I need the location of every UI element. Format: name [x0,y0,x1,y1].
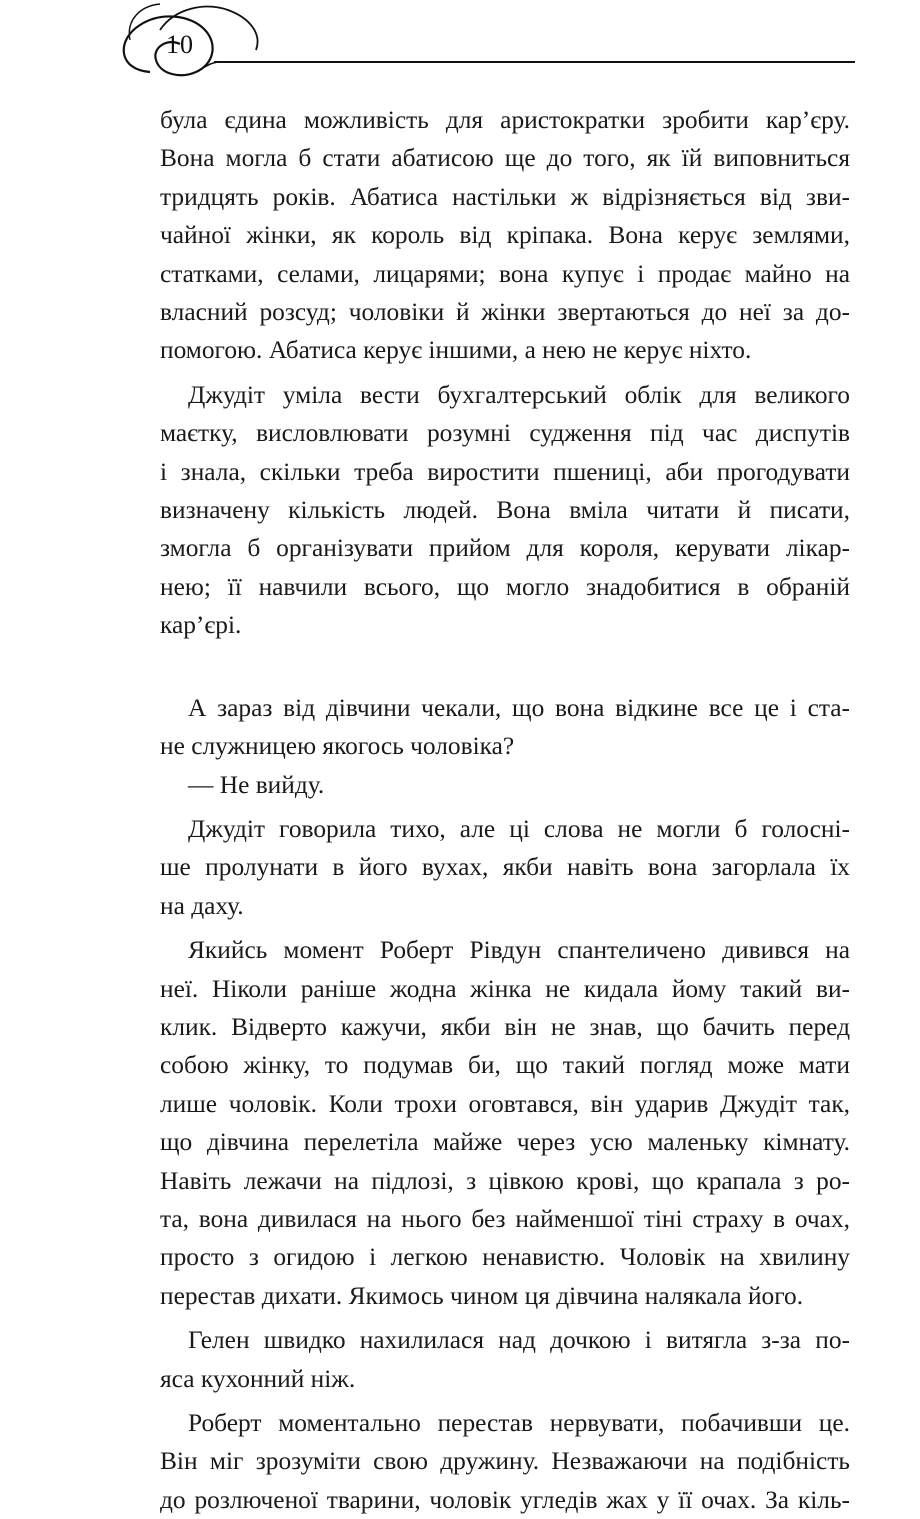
page-number: 10 [166,30,194,59]
text-line: клик. Відверто кажучи, якби він не знав, що бачить перед [160,1012,850,1041]
paragraph [160,101,850,370]
text-line: неї. Ніколи раніше жодна жінка не кидала йому такий ви- [160,974,850,1003]
text-line: помогою. Абатиса керує іншими, а нею не керує ніхто. [160,336,752,365]
text-line: кар’єрі. [160,611,242,640]
text-line: яса кухонний ніж. [160,1364,356,1393]
text-line: лише чоловік. Коли трохи оговтався, він ударив Джудіт так, [160,1089,850,1118]
text-line: нею; її навчили всього, що могло знадобитися в обраній [160,572,850,601]
text-line [160,644,850,682]
text-line: Вона могла б стати абатисою ще до того, як їй виповниться [160,144,850,173]
paragraph [160,1321,850,1398]
text-line: Він міг зрозуміти свою дружину. Незважаючи на подібність [160,1447,850,1476]
text-line: — Не вийду. [188,770,325,799]
paragraph [160,766,850,804]
paragraph [160,810,850,925]
text-line: Джудіт уміла вести бухгалтерський облік для великого [188,380,850,409]
text-line: Якийсь момент Роберт Рівдун спантеличено дивився на [188,936,850,965]
text-line: не служницею якогось чоловіка? [160,732,515,761]
page-header [0,0,920,110]
paragraph [160,376,850,683]
text-line: Гелен швидко нахилилася над дочкою і витягла з-за по- [188,1326,850,1355]
text-line: собою жінку, то подумав би, що такий погляд може мати [160,1051,850,1080]
text-line: тридцять років. Абатиса настільки ж відрізняється від зви- [160,182,850,211]
text-line: власний розсуд; чоловіки й жінки звертаються до неї за до- [160,297,850,326]
text-line: Навіть лежачи на підлозі, з цівкою крові, що крапала з ро- [160,1166,850,1195]
text-line: змогла б організувати прийом для короля, керувати лікар- [160,534,850,563]
paragraph [160,931,850,1315]
text-line: до розлюченої тварини, чоловік угледів жах у її очах. За кіль- [160,1485,850,1514]
text-line: Роберт моментально перестав нервувати, побачивши це. [188,1408,850,1437]
text-line: просто з огидою і легкою ненавистю. Чоловік на хвилину [160,1243,850,1272]
ornament-flourish-icon [0,0,920,110]
text-line: чайної жінки, як король від кріпака. Вона керує землями, [160,221,850,250]
text-line: ше пролунати в його вухах, якби навіть вона загорлала їх [160,853,850,882]
paragraph [160,1404,850,1519]
text-line: що дівчина перелетіла майже через усю маленьку кімнату. [160,1128,850,1157]
text-line: маєтку, висловлювати розумні судження під час диспутів [160,419,850,448]
text-line: та, вона дивилася на нього без найменшої тіні страху в очах, [160,1204,850,1233]
text-line: на даху. [160,891,244,920]
text-line: визначену кількість людей. Вона вміла читати й писати, [160,495,850,524]
text-line: перестав дихати. Якимось чином ця дівчина налякала його. [160,1281,804,1310]
text-line: була єдина можливість для аристократки зробити кар’єру. [160,106,850,134]
text-line: Джудіт говорила тихо, але ці слова не могли б голосні- [188,815,850,844]
paragraph [160,689,850,766]
text-line: статками, селами, лицарями; вона купує і продає майно на [160,259,850,288]
text-line: і знала, скільки треба виростити пшениці, аби прогодувати [160,457,850,486]
body-text [160,101,850,1519]
text-line: А зараз від дівчини чекали, що вона відкине все це і ста- [188,693,850,722]
